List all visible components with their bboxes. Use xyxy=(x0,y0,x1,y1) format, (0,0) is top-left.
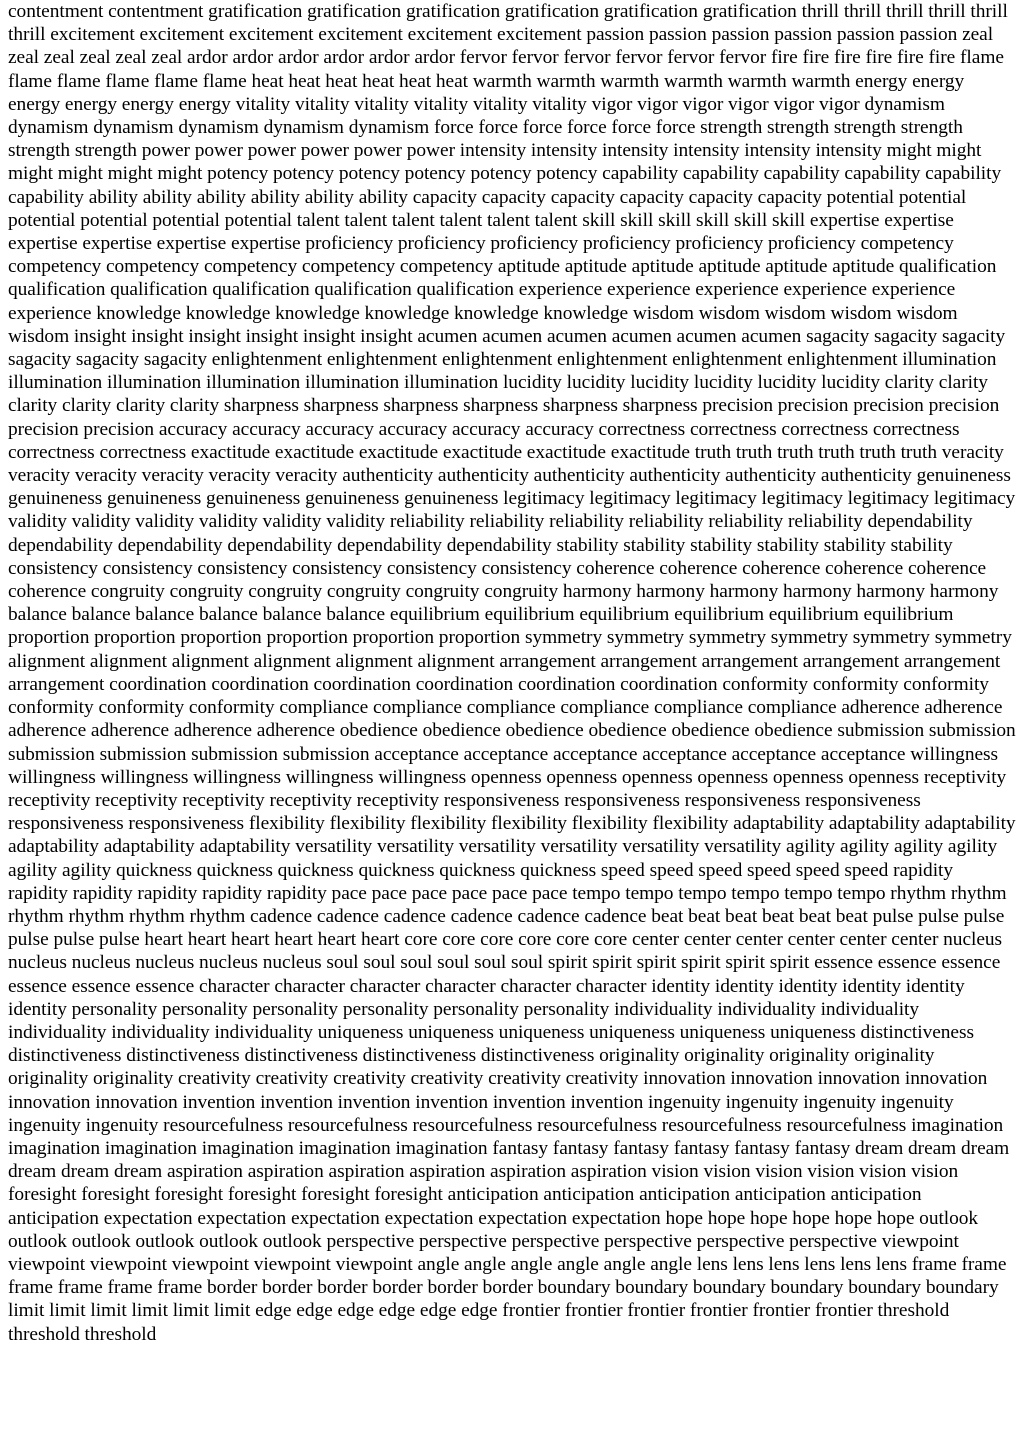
body-text: contentment contentment gratification gratification gratification gratification gratification gratification thrill thrill thrill thrill thrill thrill excitement excitement excitement excitement excitement excitement passion passion passion passion passion passion zeal zeal zeal zeal zeal zeal ardor ardor ardor ardor ardor ardor fervor fervor fervor fervor fervor fervor fire fire fire fire fire fire flame flame flame flame flame flame heat heat heat heat heat heat warmth warmth warmth warmth warmth warmth energy energy energy energy energy energy vitality vitality vitality vitality vitality vitality vigor vigor vigor vigor vigor vigor dynamism dynamism dynamism dynamism dynamism dynamism force force force force force force strength strength strength strength strength strength power power power power power power intensity intensity intensity intensity intensity intensity might might might might might might potency potency potency potency potency potency capability capability capability capability capability capability ability ability ability ability ability ability capacity capacity capacity capacity capacity capacity potential potential potential potential potential potential talent talent talent talent talent talent skill skill skill skill skill skill expertise expertise expertise expertise expertise expertise proficiency proficiency proficiency proficiency proficiency proficiency competency competency competency competency competency competency aptitude aptitude aptitude aptitude aptitude aptitude qualification qualification qualification qualification qualification qualification experience experience experience experience experience experience knowledge knowledge knowledge knowledge knowledge knowledge wisdom wisdom wisdom wisdom wisdom wisdom insight insight insight insight insight insight acumen acumen acumen acumen acumen acumen sagacity sagacity sagacity sagacity sagacity sagacity enlightenment enlightenment enlightenment enlightenment enlightenment enlightenment illumination illumination illumination illumination illumination illumination lucidity lucidity lucidity lucidity lucidity lucidity clarity clarity clarity clarity clarity clarity sharpness sharpness sharpness sharpness sharpness sharpness precision precision precision precision precision precision accuracy accuracy accuracy accuracy accuracy accuracy correctness correctness correctness correctness correctness correctness exactitude exactitude exactitude exactitude exactitude exactitude truth truth truth truth truth truth veracity veracity veracity veracity veracity veracity authenticity authenticity authenticity authenticity authenticity authenticity genuineness genuineness genuineness genuineness genuineness genuineness legitimacy legitimacy legitimacy legitimacy legitimacy legitimacy validity validity validity validity validity validity reliability reliability reliability reliability reliability reliability dependability dependability dependability dependability dependability dependability stability stability stability stability stability stability consistency consistency consistency consistency consistency consistency coherence coherence coherence coherence coherence coherence congruity congruity congruity congruity congruity congruity harmony harmony harmony harmony harmony harmony balance balance balance balance balance balance equilibrium equilibrium equilibrium equilibrium equilibrium equilibrium proportion proportion proportion proportion proportion proportion symmetry symmetry symmetry symmetry symmetry symmetry alignment alignment alignment alignment alignment alignment arrangement arrangement arrangement arrangement arrangement arrangement coordination coordination coordination coordination coordination coordination conformity conformity conformity conformity conformity conformity compliance compliance compliance compliance compliance compliance adherence adherence adherence adherence adherence adherence obedience obedience obedience obedience obedience obedience submission submission submission submission submission submission acceptance acceptance acceptance acceptance acceptance acceptance willingness willingness willingness willingness willingness willingness openness openness openness openness openness openness receptivity receptivity receptivity receptivity receptivity receptivity responsiveness responsiveness responsiveness responsiveness responsiveness responsiveness flexibility flexibility flexibility flexibility flexibility flexibility adaptability adaptability adaptability adaptability adaptability adaptability versatility versatility versatility versatility versatility versatility agility agility agility agility agility agility quickness quickness quickness quickness quickness quickness speed speed speed speed speed speed rapidity rapidity rapidity rapidity rapidity rapidity pace pace pace pace pace pace tempo tempo tempo tempo tempo tempo rhythm rhythm rhythm rhythm rhythm rhythm cadence cadence cadence cadence cadence cadence beat beat beat beat beat beat pulse pulse pulse pulse pulse pulse heart heart heart heart heart heart core core core core core core center center center center center center nucleus nucleus nucleus nucleus nucleus nucleus soul soul soul soul soul soul spirit spirit spirit spirit spirit spirit essence essence essence essence essence essence character character character character character character identity identity identity identity identity identity personality personality personality personality personality personality individuality individuality individuality individuality individuality individuality uniqueness uniqueness uniqueness uniqueness uniqueness uniqueness distinctiveness distinctiveness distinctiveness distinctiveness distinctiveness distinctiveness originality originality originality originality originality originality creativity creativity creativity creativity creativity creativity innovation innovation innovation innovation innovation innovation invention invention invention invention invention invention ingenuity ingenuity ingenuity ingenuity ingenuity ingenuity resourcefulness resourcefulness resourcefulness resourcefulness resourcefulness resourcefulness imagination imagination imagination imagination imagination imagination fantasy fantasy fantasy fantasy fantasy fantasy dream dream dream dream dream dream aspiration aspiration aspiration aspiration aspiration aspiration vision vision vision vision vision vision foresight foresight foresight foresight foresight foresight anticipation anticipation anticipation anticipation anticipation anticipation expectation expectation expectation expectation expectation expectation hope hope hope hope hope hope outlook outlook outlook outlook outlook outlook perspective perspective perspective perspective perspective perspective viewpoint viewpoint viewpoint viewpoint viewpoint viewpoint angle angle angle angle angle angle lens lens lens lens lens lens frame frame frame frame frame frame border border border border border border boundary boundary boundary boundary boundary boundary limit limit limit limit limit limit edge edge edge edge edge edge frontier frontier frontier frontier frontier frontier threshold threshold threshold xyxy=(8,1,1016,1345)
